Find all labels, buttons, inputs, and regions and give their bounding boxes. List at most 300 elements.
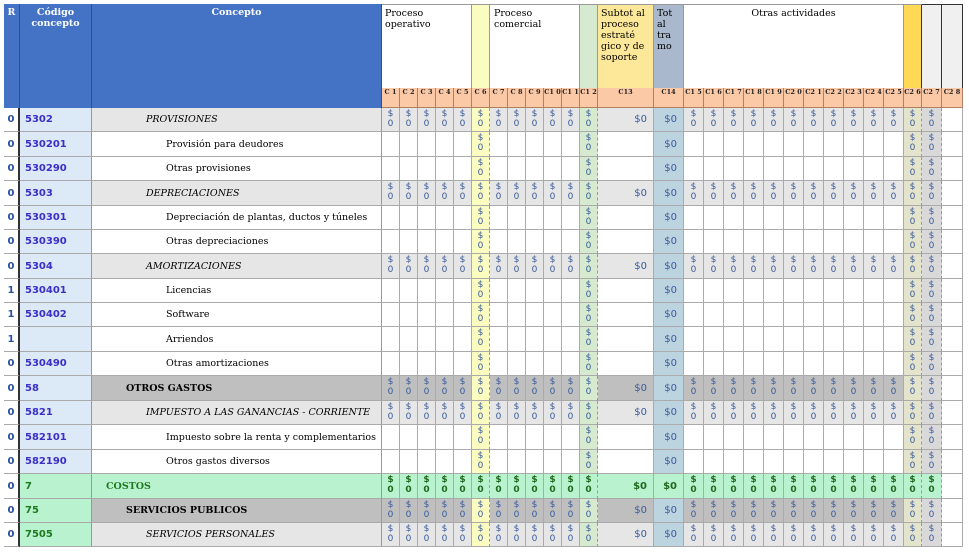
value-cell-c6[interactable] — [472, 523, 490, 547]
value-cell-c11[interactable] — [562, 474, 580, 499]
value-cell-c14[interactable]: $0 — [654, 303, 684, 327]
value-cell-c20[interactable] — [784, 523, 804, 547]
value-cell-c6[interactable] — [472, 450, 490, 474]
value-cell-c21[interactable] — [804, 108, 824, 132]
value-cell-c25[interactable] — [884, 254, 904, 279]
value-cell-c15[interactable] — [684, 376, 704, 401]
value-cell-c17[interactable] — [724, 303, 744, 327]
value-cell-c4[interactable] — [436, 352, 454, 376]
value-cell-c4[interactable] — [436, 474, 454, 499]
value-cell-c28[interactable] — [942, 181, 963, 206]
row-code[interactable]: 5304 — [20, 254, 92, 279]
value-cell-c24[interactable] — [864, 254, 884, 279]
value-cell-c27[interactable] — [922, 254, 942, 279]
value-cell-c4[interactable] — [436, 279, 454, 303]
value-cell-c2[interactable] — [400, 327, 418, 352]
value-cell-c4[interactable] — [436, 157, 454, 181]
value-cell-c12[interactable] — [580, 181, 598, 206]
value-cell-c15[interactable] — [684, 132, 704, 157]
value-cell-c7[interactable] — [490, 425, 508, 450]
value-cell-c14[interactable]: $0 — [654, 206, 684, 230]
value-cell-c2[interactable] — [400, 206, 418, 230]
value-cell-c20[interactable] — [784, 206, 804, 230]
value-cell-c15[interactable] — [684, 254, 704, 279]
value-cell-c17[interactable] — [724, 523, 744, 547]
value-cell-c17[interactable] — [724, 132, 744, 157]
value-cell-c22[interactable] — [824, 230, 844, 254]
value-cell-c17[interactable] — [724, 401, 744, 425]
value-cell-c19[interactable] — [764, 230, 784, 254]
value-cell-c1[interactable] — [382, 303, 400, 327]
value-cell-c6[interactable] — [472, 254, 490, 279]
value-cell-c10[interactable] — [544, 254, 562, 279]
value-cell-c15[interactable] — [684, 206, 704, 230]
value-cell-c26[interactable] — [904, 425, 922, 450]
value-cell-c19[interactable] — [764, 401, 784, 425]
value-cell-c20[interactable] — [784, 376, 804, 401]
value-cell-c17[interactable] — [724, 499, 744, 523]
value-cell-c13[interactable] — [598, 230, 654, 254]
value-cell-c15[interactable] — [684, 450, 704, 474]
value-cell-c8[interactable] — [508, 425, 526, 450]
value-cell-c10[interactable] — [544, 401, 562, 425]
value-cell-c9[interactable] — [526, 376, 544, 401]
value-cell-c26[interactable] — [904, 450, 922, 474]
value-cell-c3[interactable] — [418, 157, 436, 181]
value-cell-c14[interactable]: $0 — [654, 108, 684, 132]
value-cell-c25[interactable] — [884, 230, 904, 254]
value-cell-c3[interactable] — [418, 132, 436, 157]
value-cell-c9[interactable] — [526, 206, 544, 230]
value-cell-c2[interactable] — [400, 132, 418, 157]
value-cell-c10[interactable] — [544, 206, 562, 230]
value-cell-c10[interactable] — [544, 352, 562, 376]
value-cell-c10[interactable] — [544, 132, 562, 157]
value-cell-c27[interactable] — [922, 499, 942, 523]
value-cell-c10[interactable] — [544, 108, 562, 132]
value-cell-c25[interactable] — [884, 327, 904, 352]
value-cell-c17[interactable] — [724, 327, 744, 352]
value-cell-c9[interactable] — [526, 401, 544, 425]
value-cell-c1[interactable] — [382, 450, 400, 474]
value-cell-c1[interactable] — [382, 425, 400, 450]
value-cell-c25[interactable] — [884, 376, 904, 401]
value-cell-c26[interactable] — [904, 132, 922, 157]
value-cell-c8[interactable] — [508, 230, 526, 254]
value-cell-c16[interactable] — [704, 254, 724, 279]
value-cell-c6[interactable] — [472, 108, 490, 132]
value-cell-c25[interactable] — [884, 157, 904, 181]
value-cell-c9[interactable] — [526, 132, 544, 157]
value-cell-c21[interactable] — [804, 352, 824, 376]
value-cell-c9[interactable] — [526, 254, 544, 279]
value-cell-c13[interactable]: $0 — [598, 499, 654, 523]
value-cell-c2[interactable] — [400, 303, 418, 327]
value-cell-c27[interactable] — [922, 352, 942, 376]
value-cell-c16[interactable] — [704, 279, 724, 303]
value-cell-c20[interactable] — [784, 108, 804, 132]
value-cell-c5[interactable] — [454, 132, 472, 157]
value-cell-c4[interactable] — [436, 181, 454, 206]
value-cell-c1[interactable] — [382, 523, 400, 547]
value-cell-c16[interactable] — [704, 157, 724, 181]
value-cell-c14[interactable]: $0 — [654, 157, 684, 181]
value-cell-c21[interactable] — [804, 376, 824, 401]
value-cell-c20[interactable] — [784, 425, 804, 450]
value-cell-c23[interactable] — [844, 499, 864, 523]
value-cell-c5[interactable] — [454, 450, 472, 474]
value-cell-c8[interactable] — [508, 157, 526, 181]
value-cell-c1[interactable] — [382, 206, 400, 230]
value-cell-c22[interactable] — [824, 376, 844, 401]
value-cell-c7[interactable] — [490, 181, 508, 206]
value-cell-c17[interactable] — [724, 376, 744, 401]
value-cell-c21[interactable] — [804, 181, 824, 206]
value-cell-c18[interactable] — [744, 327, 764, 352]
value-cell-c8[interactable] — [508, 303, 526, 327]
value-cell-c24[interactable] — [864, 206, 884, 230]
value-cell-c15[interactable] — [684, 327, 704, 352]
value-cell-c4[interactable] — [436, 132, 454, 157]
value-cell-c9[interactable] — [526, 303, 544, 327]
value-cell-c4[interactable] — [436, 230, 454, 254]
value-cell-c16[interactable] — [704, 450, 724, 474]
value-cell-c16[interactable] — [704, 401, 724, 425]
value-cell-c18[interactable] — [744, 108, 764, 132]
value-cell-c2[interactable] — [400, 230, 418, 254]
value-cell-c1[interactable] — [382, 230, 400, 254]
value-cell-c7[interactable] — [490, 474, 508, 499]
value-cell-c7[interactable] — [490, 279, 508, 303]
value-cell-c18[interactable] — [744, 523, 764, 547]
value-cell-c12[interactable] — [580, 327, 598, 352]
value-cell-c18[interactable] — [744, 254, 764, 279]
value-cell-c27[interactable] — [922, 206, 942, 230]
value-cell-c28[interactable] — [942, 425, 963, 450]
value-cell-c21[interactable] — [804, 499, 824, 523]
value-cell-c13[interactable] — [598, 279, 654, 303]
value-cell-c25[interactable] — [884, 303, 904, 327]
row-code[interactable]: 530401 — [20, 279, 92, 303]
value-cell-c28[interactable] — [942, 132, 963, 157]
value-cell-c24[interactable] — [864, 327, 884, 352]
value-cell-c12[interactable] — [580, 352, 598, 376]
value-cell-c15[interactable] — [684, 181, 704, 206]
value-cell-c4[interactable] — [436, 499, 454, 523]
value-cell-c26[interactable] — [904, 376, 922, 401]
value-cell-c27[interactable] — [922, 108, 942, 132]
value-cell-c3[interactable] — [418, 108, 436, 132]
value-cell-c15[interactable] — [684, 523, 704, 547]
value-cell-c19[interactable] — [764, 352, 784, 376]
value-cell-c25[interactable] — [884, 401, 904, 425]
value-cell-c21[interactable] — [804, 157, 824, 181]
value-cell-c24[interactable] — [864, 108, 884, 132]
value-cell-c7[interactable] — [490, 376, 508, 401]
value-cell-c13[interactable] — [598, 450, 654, 474]
value-cell-c28[interactable] — [942, 230, 963, 254]
value-cell-c19[interactable] — [764, 157, 784, 181]
value-cell-c18[interactable] — [744, 376, 764, 401]
value-cell-c12[interactable] — [580, 279, 598, 303]
value-cell-c11[interactable] — [562, 254, 580, 279]
value-cell-c6[interactable] — [472, 425, 490, 450]
value-cell-c6[interactable] — [472, 401, 490, 425]
value-cell-c2[interactable] — [400, 254, 418, 279]
value-cell-c5[interactable] — [454, 206, 472, 230]
value-cell-c14[interactable]: $0 — [654, 181, 684, 206]
value-cell-c3[interactable] — [418, 230, 436, 254]
row-code[interactable]: 530290 — [20, 157, 92, 181]
value-cell-c11[interactable] — [562, 327, 580, 352]
value-cell-c4[interactable] — [436, 254, 454, 279]
value-cell-c21[interactable] — [804, 474, 824, 499]
value-cell-c28[interactable] — [942, 499, 963, 523]
value-cell-c13[interactable]: $0 — [598, 401, 654, 425]
value-cell-c28[interactable] — [942, 523, 963, 547]
value-cell-c8[interactable] — [508, 206, 526, 230]
value-cell-c11[interactable] — [562, 499, 580, 523]
value-cell-c26[interactable] — [904, 327, 922, 352]
value-cell-c11[interactable] — [562, 157, 580, 181]
value-cell-c4[interactable] — [436, 425, 454, 450]
value-cell-c23[interactable] — [844, 230, 864, 254]
value-cell-c2[interactable] — [400, 499, 418, 523]
value-cell-c8[interactable] — [508, 279, 526, 303]
value-cell-c1[interactable] — [382, 108, 400, 132]
value-cell-c26[interactable] — [904, 523, 922, 547]
value-cell-c26[interactable] — [904, 157, 922, 181]
value-cell-c14[interactable]: $0 — [654, 376, 684, 401]
value-cell-c27[interactable] — [922, 450, 942, 474]
value-cell-c2[interactable] — [400, 450, 418, 474]
value-cell-c26[interactable] — [904, 181, 922, 206]
value-cell-c15[interactable] — [684, 474, 704, 499]
value-cell-c14[interactable]: $0 — [654, 450, 684, 474]
value-cell-c3[interactable] — [418, 206, 436, 230]
value-cell-c9[interactable] — [526, 181, 544, 206]
value-cell-c24[interactable] — [864, 132, 884, 157]
value-cell-c10[interactable] — [544, 230, 562, 254]
value-cell-c11[interactable] — [562, 230, 580, 254]
value-cell-c3[interactable] — [418, 303, 436, 327]
value-cell-c10[interactable] — [544, 279, 562, 303]
value-cell-c8[interactable] — [508, 254, 526, 279]
value-cell-c6[interactable] — [472, 303, 490, 327]
value-cell-c27[interactable] — [922, 474, 942, 499]
value-cell-c18[interactable] — [744, 181, 764, 206]
value-cell-c17[interactable] — [724, 206, 744, 230]
value-cell-c24[interactable] — [864, 303, 884, 327]
row-code[interactable]: 530490 — [20, 352, 92, 376]
value-cell-c11[interactable] — [562, 425, 580, 450]
value-cell-c18[interactable] — [744, 499, 764, 523]
value-cell-c10[interactable] — [544, 181, 562, 206]
value-cell-c18[interactable] — [744, 352, 764, 376]
value-cell-c28[interactable] — [942, 279, 963, 303]
value-cell-c21[interactable] — [804, 401, 824, 425]
value-cell-c10[interactable] — [544, 523, 562, 547]
value-cell-c23[interactable] — [844, 523, 864, 547]
value-cell-c27[interactable] — [922, 376, 942, 401]
value-cell-c23[interactable] — [844, 108, 864, 132]
value-cell-c11[interactable] — [562, 206, 580, 230]
value-cell-c27[interactable] — [922, 181, 942, 206]
value-cell-c7[interactable] — [490, 499, 508, 523]
value-cell-c12[interactable] — [580, 474, 598, 499]
value-cell-c4[interactable] — [436, 523, 454, 547]
value-cell-c13[interactable] — [598, 352, 654, 376]
value-cell-c1[interactable] — [382, 181, 400, 206]
value-cell-c20[interactable] — [784, 254, 804, 279]
value-cell-c5[interactable] — [454, 523, 472, 547]
value-cell-c2[interactable] — [400, 108, 418, 132]
value-cell-c8[interactable] — [508, 474, 526, 499]
value-cell-c5[interactable] — [454, 303, 472, 327]
value-cell-c10[interactable] — [544, 157, 562, 181]
value-cell-c12[interactable] — [580, 206, 598, 230]
value-cell-c19[interactable] — [764, 376, 784, 401]
value-cell-c27[interactable] — [922, 303, 942, 327]
value-cell-c22[interactable] — [824, 450, 844, 474]
value-cell-c3[interactable] — [418, 474, 436, 499]
value-cell-c8[interactable] — [508, 132, 526, 157]
value-cell-c13[interactable]: $0 — [598, 376, 654, 401]
value-cell-c21[interactable] — [804, 425, 824, 450]
value-cell-c3[interactable] — [418, 401, 436, 425]
value-cell-c12[interactable] — [580, 230, 598, 254]
value-cell-c19[interactable] — [764, 450, 784, 474]
value-cell-c16[interactable] — [704, 425, 724, 450]
value-cell-c23[interactable] — [844, 474, 864, 499]
value-cell-c16[interactable] — [704, 303, 724, 327]
value-cell-c27[interactable] — [922, 157, 942, 181]
value-cell-c5[interactable] — [454, 352, 472, 376]
value-cell-c16[interactable] — [704, 352, 724, 376]
value-cell-c3[interactable] — [418, 450, 436, 474]
value-cell-c8[interactable] — [508, 108, 526, 132]
value-cell-c20[interactable] — [784, 230, 804, 254]
value-cell-c11[interactable] — [562, 303, 580, 327]
value-cell-c2[interactable] — [400, 352, 418, 376]
value-cell-c22[interactable] — [824, 474, 844, 499]
value-cell-c19[interactable] — [764, 474, 784, 499]
value-cell-c22[interactable] — [824, 108, 844, 132]
value-cell-c6[interactable] — [472, 474, 490, 499]
value-cell-c24[interactable] — [864, 352, 884, 376]
value-cell-c25[interactable] — [884, 181, 904, 206]
value-cell-c1[interactable] — [382, 352, 400, 376]
value-cell-c18[interactable] — [744, 279, 764, 303]
value-cell-c8[interactable] — [508, 450, 526, 474]
value-cell-c2[interactable] — [400, 523, 418, 547]
value-cell-c17[interactable] — [724, 279, 744, 303]
value-cell-c4[interactable] — [436, 108, 454, 132]
value-cell-c5[interactable] — [454, 499, 472, 523]
value-cell-c15[interactable] — [684, 499, 704, 523]
row-code[interactable]: 582101 — [20, 425, 92, 450]
row-code[interactable]: 58 — [20, 376, 92, 401]
value-cell-c21[interactable] — [804, 206, 824, 230]
value-cell-c7[interactable] — [490, 254, 508, 279]
value-cell-c14[interactable]: $0 — [654, 327, 684, 352]
value-cell-c6[interactable] — [472, 352, 490, 376]
value-cell-c5[interactable] — [454, 425, 472, 450]
value-cell-c5[interactable] — [454, 327, 472, 352]
value-cell-c16[interactable] — [704, 523, 724, 547]
value-cell-c15[interactable] — [684, 279, 704, 303]
value-cell-c12[interactable] — [580, 303, 598, 327]
value-cell-c17[interactable] — [724, 352, 744, 376]
value-cell-c23[interactable] — [844, 254, 864, 279]
value-cell-c7[interactable] — [490, 303, 508, 327]
value-cell-c22[interactable] — [824, 499, 844, 523]
value-cell-c13[interactable]: $0 — [598, 108, 654, 132]
value-cell-c11[interactable] — [562, 279, 580, 303]
value-cell-c19[interactable] — [764, 132, 784, 157]
value-cell-c18[interactable] — [744, 401, 764, 425]
value-cell-c26[interactable] — [904, 230, 922, 254]
value-cell-c10[interactable] — [544, 450, 562, 474]
value-cell-c13[interactable]: $0 — [598, 474, 654, 499]
value-cell-c5[interactable] — [454, 279, 472, 303]
value-cell-c1[interactable] — [382, 376, 400, 401]
value-cell-c18[interactable] — [744, 425, 764, 450]
value-cell-c28[interactable] — [942, 376, 963, 401]
value-cell-c16[interactable] — [704, 181, 724, 206]
value-cell-c24[interactable] — [864, 401, 884, 425]
value-cell-c10[interactable] — [544, 474, 562, 499]
value-cell-c24[interactable] — [864, 474, 884, 499]
value-cell-c16[interactable] — [704, 499, 724, 523]
value-cell-c8[interactable] — [508, 523, 526, 547]
value-cell-c2[interactable] — [400, 474, 418, 499]
value-cell-c18[interactable] — [744, 230, 764, 254]
value-cell-c2[interactable] — [400, 181, 418, 206]
value-cell-c25[interactable] — [884, 450, 904, 474]
value-cell-c9[interactable] — [526, 230, 544, 254]
value-cell-c19[interactable] — [764, 425, 784, 450]
value-cell-c3[interactable] — [418, 279, 436, 303]
value-cell-c26[interactable] — [904, 499, 922, 523]
value-cell-c27[interactable] — [922, 523, 942, 547]
value-cell-c13[interactable] — [598, 327, 654, 352]
value-cell-c13[interactable]: $0 — [598, 254, 654, 279]
value-cell-c27[interactable] — [922, 425, 942, 450]
row-code[interactable]: 530402 — [20, 303, 92, 327]
value-cell-c3[interactable] — [418, 327, 436, 352]
value-cell-c9[interactable] — [526, 425, 544, 450]
value-cell-c28[interactable] — [942, 401, 963, 425]
value-cell-c22[interactable] — [824, 303, 844, 327]
value-cell-c14[interactable]: $0 — [654, 425, 684, 450]
value-cell-c11[interactable] — [562, 352, 580, 376]
value-cell-c14[interactable]: $0 — [654, 279, 684, 303]
value-cell-c27[interactable] — [922, 230, 942, 254]
value-cell-c1[interactable] — [382, 132, 400, 157]
value-cell-c10[interactable] — [544, 425, 562, 450]
value-cell-c5[interactable] — [454, 401, 472, 425]
value-cell-c22[interactable] — [824, 425, 844, 450]
value-cell-c6[interactable] — [472, 327, 490, 352]
value-cell-c7[interactable] — [490, 352, 508, 376]
value-cell-c20[interactable] — [784, 352, 804, 376]
value-cell-c14[interactable]: $0 — [654, 254, 684, 279]
value-cell-c5[interactable] — [454, 254, 472, 279]
value-cell-c16[interactable] — [704, 474, 724, 499]
value-cell-c16[interactable] — [704, 206, 724, 230]
value-cell-c13[interactable]: $0 — [598, 523, 654, 547]
